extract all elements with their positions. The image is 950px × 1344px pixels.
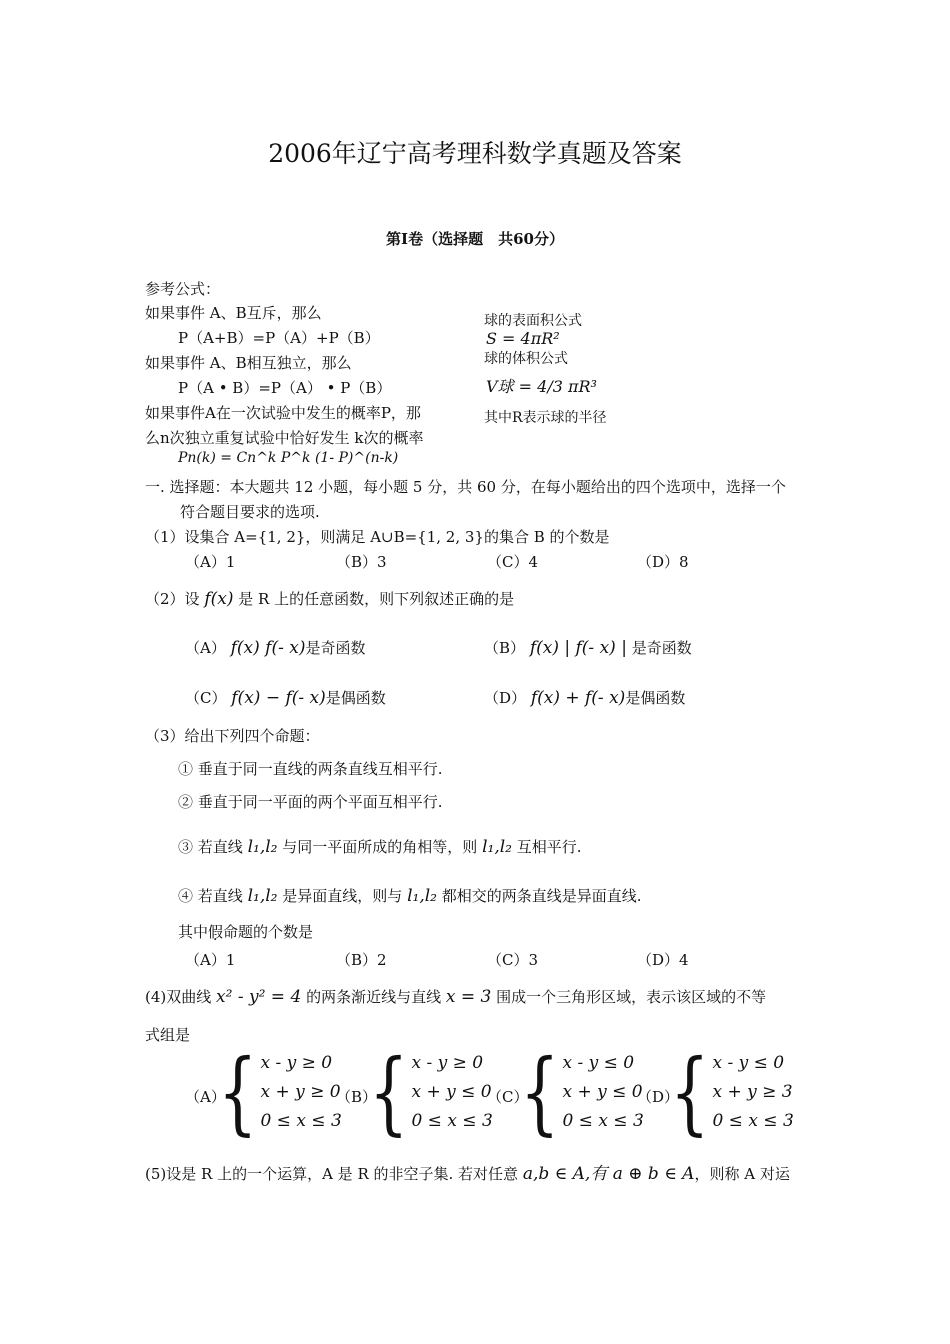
q2-option-b <box>484 637 692 658</box>
q3-option-d: （D）4 <box>637 951 689 969</box>
mutex-formula: P（A+B）=P（A）+P（B） <box>178 329 380 347</box>
q2-option-a <box>185 637 365 658</box>
indep-formula: P（A • B）=P（A） • P（B） <box>178 379 392 397</box>
q2-option-b-text: 是奇函数 <box>631 639 692 657</box>
q4-stem-math-2: x = 3 <box>445 987 492 1007</box>
q4-stem <box>145 986 766 1007</box>
q2-option-c-label: （C） <box>185 689 227 707</box>
brace-icon: { <box>670 1038 710 1145</box>
q3-proposition-1: ① 垂直于同一直线的两条直线互相平行. <box>178 760 443 778</box>
q4-stem-text-a: (4)双曲线 <box>145 988 212 1006</box>
q2-option-c-math: f(x) − f(- x) <box>231 688 326 708</box>
q2-option-a-text: 是奇函数 <box>305 639 366 657</box>
mutex-line: 如果事件 A、B互斥，那么 <box>145 304 322 322</box>
sphere-note: 其中R表示球的半径 <box>484 410 607 426</box>
q3-p4-text-b: 是异面直线，则与 <box>282 887 403 905</box>
q4-option-a-label: （A） <box>185 1088 226 1106</box>
q2-option-a-math: f(x) f(- x) <box>230 638 306 658</box>
q3-p3-math-2: l₁,l₂ <box>482 837 512 857</box>
q2-stem-fx: f(x) <box>204 589 234 609</box>
sphere-volume-formula: V球 = 4/3 πR³ <box>486 377 597 396</box>
q2-stem <box>145 588 514 609</box>
sphere-volume-label: 球的体积公式 <box>484 351 568 367</box>
brace-icon: { <box>369 1038 409 1145</box>
page-title: 2006年辽宁高考理科数学真题及答案 <box>268 139 682 168</box>
q3-stem: （3）给出下列四个命题： <box>145 727 320 745</box>
prob-formula: Pn(k) = Cn^k P^k (1- P)^(n-k) <box>178 450 399 466</box>
q4-a-row-3: 0 ≤ x ≤ 3 <box>260 1111 342 1131</box>
q1-option-b: （B）3 <box>336 553 387 571</box>
q4-option-c-label: （C） <box>487 1088 529 1106</box>
q3-ask-emphasis: 假 <box>208 923 224 941</box>
q2-option-d-math: f(x) + f(- x) <box>530 688 626 708</box>
q2-option-b-label: （B） <box>484 639 526 657</box>
q4-d-row-1: x - y ≤ 0 <box>712 1053 785 1073</box>
q1-option-a: （A）1 <box>185 553 236 571</box>
q4-c-row-1: x - y ≤ 0 <box>562 1053 635 1073</box>
q3-proposition-3 <box>178 836 582 857</box>
q3-proposition-4 <box>178 885 642 906</box>
q2-option-c-text: 是偶函数 <box>325 689 386 707</box>
q2-option-a-label: （A） <box>185 639 226 657</box>
q1-stem: （1）设集合 A={1, 2}，则满足 A∪B={1, 2, 3}的集合 B 的个数是 <box>145 528 610 546</box>
q4-b-row-2: x + y ≤ 0 <box>411 1082 492 1102</box>
q1-option-c: （C）4 <box>487 553 539 571</box>
q2-option-d-label: （D） <box>484 689 527 707</box>
q4-stem-math-1: x² - y² = 4 <box>216 987 302 1007</box>
q2-option-b-math: f(x) | f(- x) | <box>529 638 627 658</box>
part1-intro-line-1: 一. 选择题：本大题共 12 小题，每小题 5 分，共 60 分，在每小题给出的四个选项中，选择一个 <box>145 478 786 496</box>
q4-option-c-system <box>520 1038 644 1145</box>
q3-p3-text-c: 互相平行. <box>516 838 582 856</box>
q4-stem-line-2: 式组是 <box>145 1026 191 1044</box>
q3-option-a: （A）1 <box>185 951 236 969</box>
q4-b-row-1: x - y ≥ 0 <box>411 1053 484 1073</box>
brace-icon: { <box>520 1038 560 1145</box>
q3-ask-pre: 其中 <box>178 923 209 941</box>
q5-stem-text-a: (5)设是 R 上的一个运算，A 是 R 的非空子集. 若对任意 <box>145 1165 519 1183</box>
q3-p3-text-b: 与同一平面所成的角相等，则 <box>282 838 478 856</box>
q4-b-row-3: 0 ≤ x ≤ 3 <box>411 1111 493 1131</box>
q5-stem-text-b: ，则称 A 对运 <box>694 1165 790 1183</box>
q4-option-a-system <box>218 1038 342 1145</box>
q3-p4-text-c: 都相交的两条直线是异面直线. <box>441 887 642 905</box>
q3-option-c: （C）3 <box>487 951 539 969</box>
indep-line: 如果事件 A、B相互独立，那么 <box>145 354 352 372</box>
q1-option-d: （D）8 <box>637 553 689 571</box>
q4-option-b-system <box>369 1038 493 1145</box>
sphere-area-label: 球的表面积公式 <box>484 313 582 329</box>
q3-ask <box>178 921 313 942</box>
question-5-stem <box>145 1159 790 1184</box>
q3-option-b: （B）2 <box>336 951 387 969</box>
prob-line-2: 么n次独立重复试验中恰好发生 k次的概率 <box>145 429 424 447</box>
q2-stem-prefix: （2）设 <box>145 590 200 608</box>
q2-option-d <box>484 687 685 708</box>
q3-ask-post: 命题的个数是 <box>223 923 314 941</box>
q4-c-row-2: x + y ≤ 0 <box>562 1082 643 1102</box>
formulas-heading: 参考公式： <box>145 280 221 298</box>
q2-option-d-text: 是偶函数 <box>625 689 686 707</box>
q3-p4-text-a: ④ 若直线 <box>178 887 243 905</box>
q4-option-d-system <box>670 1038 794 1145</box>
q3-p4-math-1: l₁,l₂ <box>247 886 278 906</box>
q4-option-b-label: （B） <box>336 1088 378 1106</box>
q4-d-row-2: x + y ≥ 3 <box>712 1082 793 1102</box>
q2-stem-suffix: 是 R 上的任意函数，则下列叙述正确的是 <box>238 590 515 608</box>
q3-p3-text-a: ③ 若直线 <box>178 838 243 856</box>
prob-line-1: 如果事件A在一次试验中发生的概率P，那 <box>145 404 421 422</box>
q4-option-d-label: （D） <box>637 1088 680 1106</box>
q3-p4-math-2: l₁,l₂ <box>407 886 437 906</box>
q5-stem-math: a,b ∈ A,有 a ⊕ b ∈ A <box>522 1164 695 1184</box>
q3-p3-math-1: l₁,l₂ <box>247 837 278 857</box>
part1-intro-line-2: 符合题目要求的选项. <box>180 503 320 521</box>
q4-c-row-3: 0 ≤ x ≤ 3 <box>562 1111 644 1131</box>
q4-a-row-1: x - y ≥ 0 <box>260 1053 333 1073</box>
q3-proposition-2: ② 垂直于同一平面的两个平面互相平行. <box>178 793 443 811</box>
q4-a-row-2: x + y ≥ 0 <box>260 1082 341 1102</box>
sphere-area-formula: S = 4πR² <box>486 329 560 348</box>
q4-d-row-3: 0 ≤ x ≤ 3 <box>712 1111 794 1131</box>
q2-option-c <box>185 687 386 708</box>
q4-stem-text-b: 的两条渐近线与直线 <box>306 988 442 1006</box>
brace-icon: { <box>218 1038 258 1145</box>
section-title: 第Ⅰ卷（选择题 共60分） <box>386 230 564 248</box>
q4-stem-text-c: 围成一个三角形区域，表示该区域的不等 <box>496 988 767 1006</box>
